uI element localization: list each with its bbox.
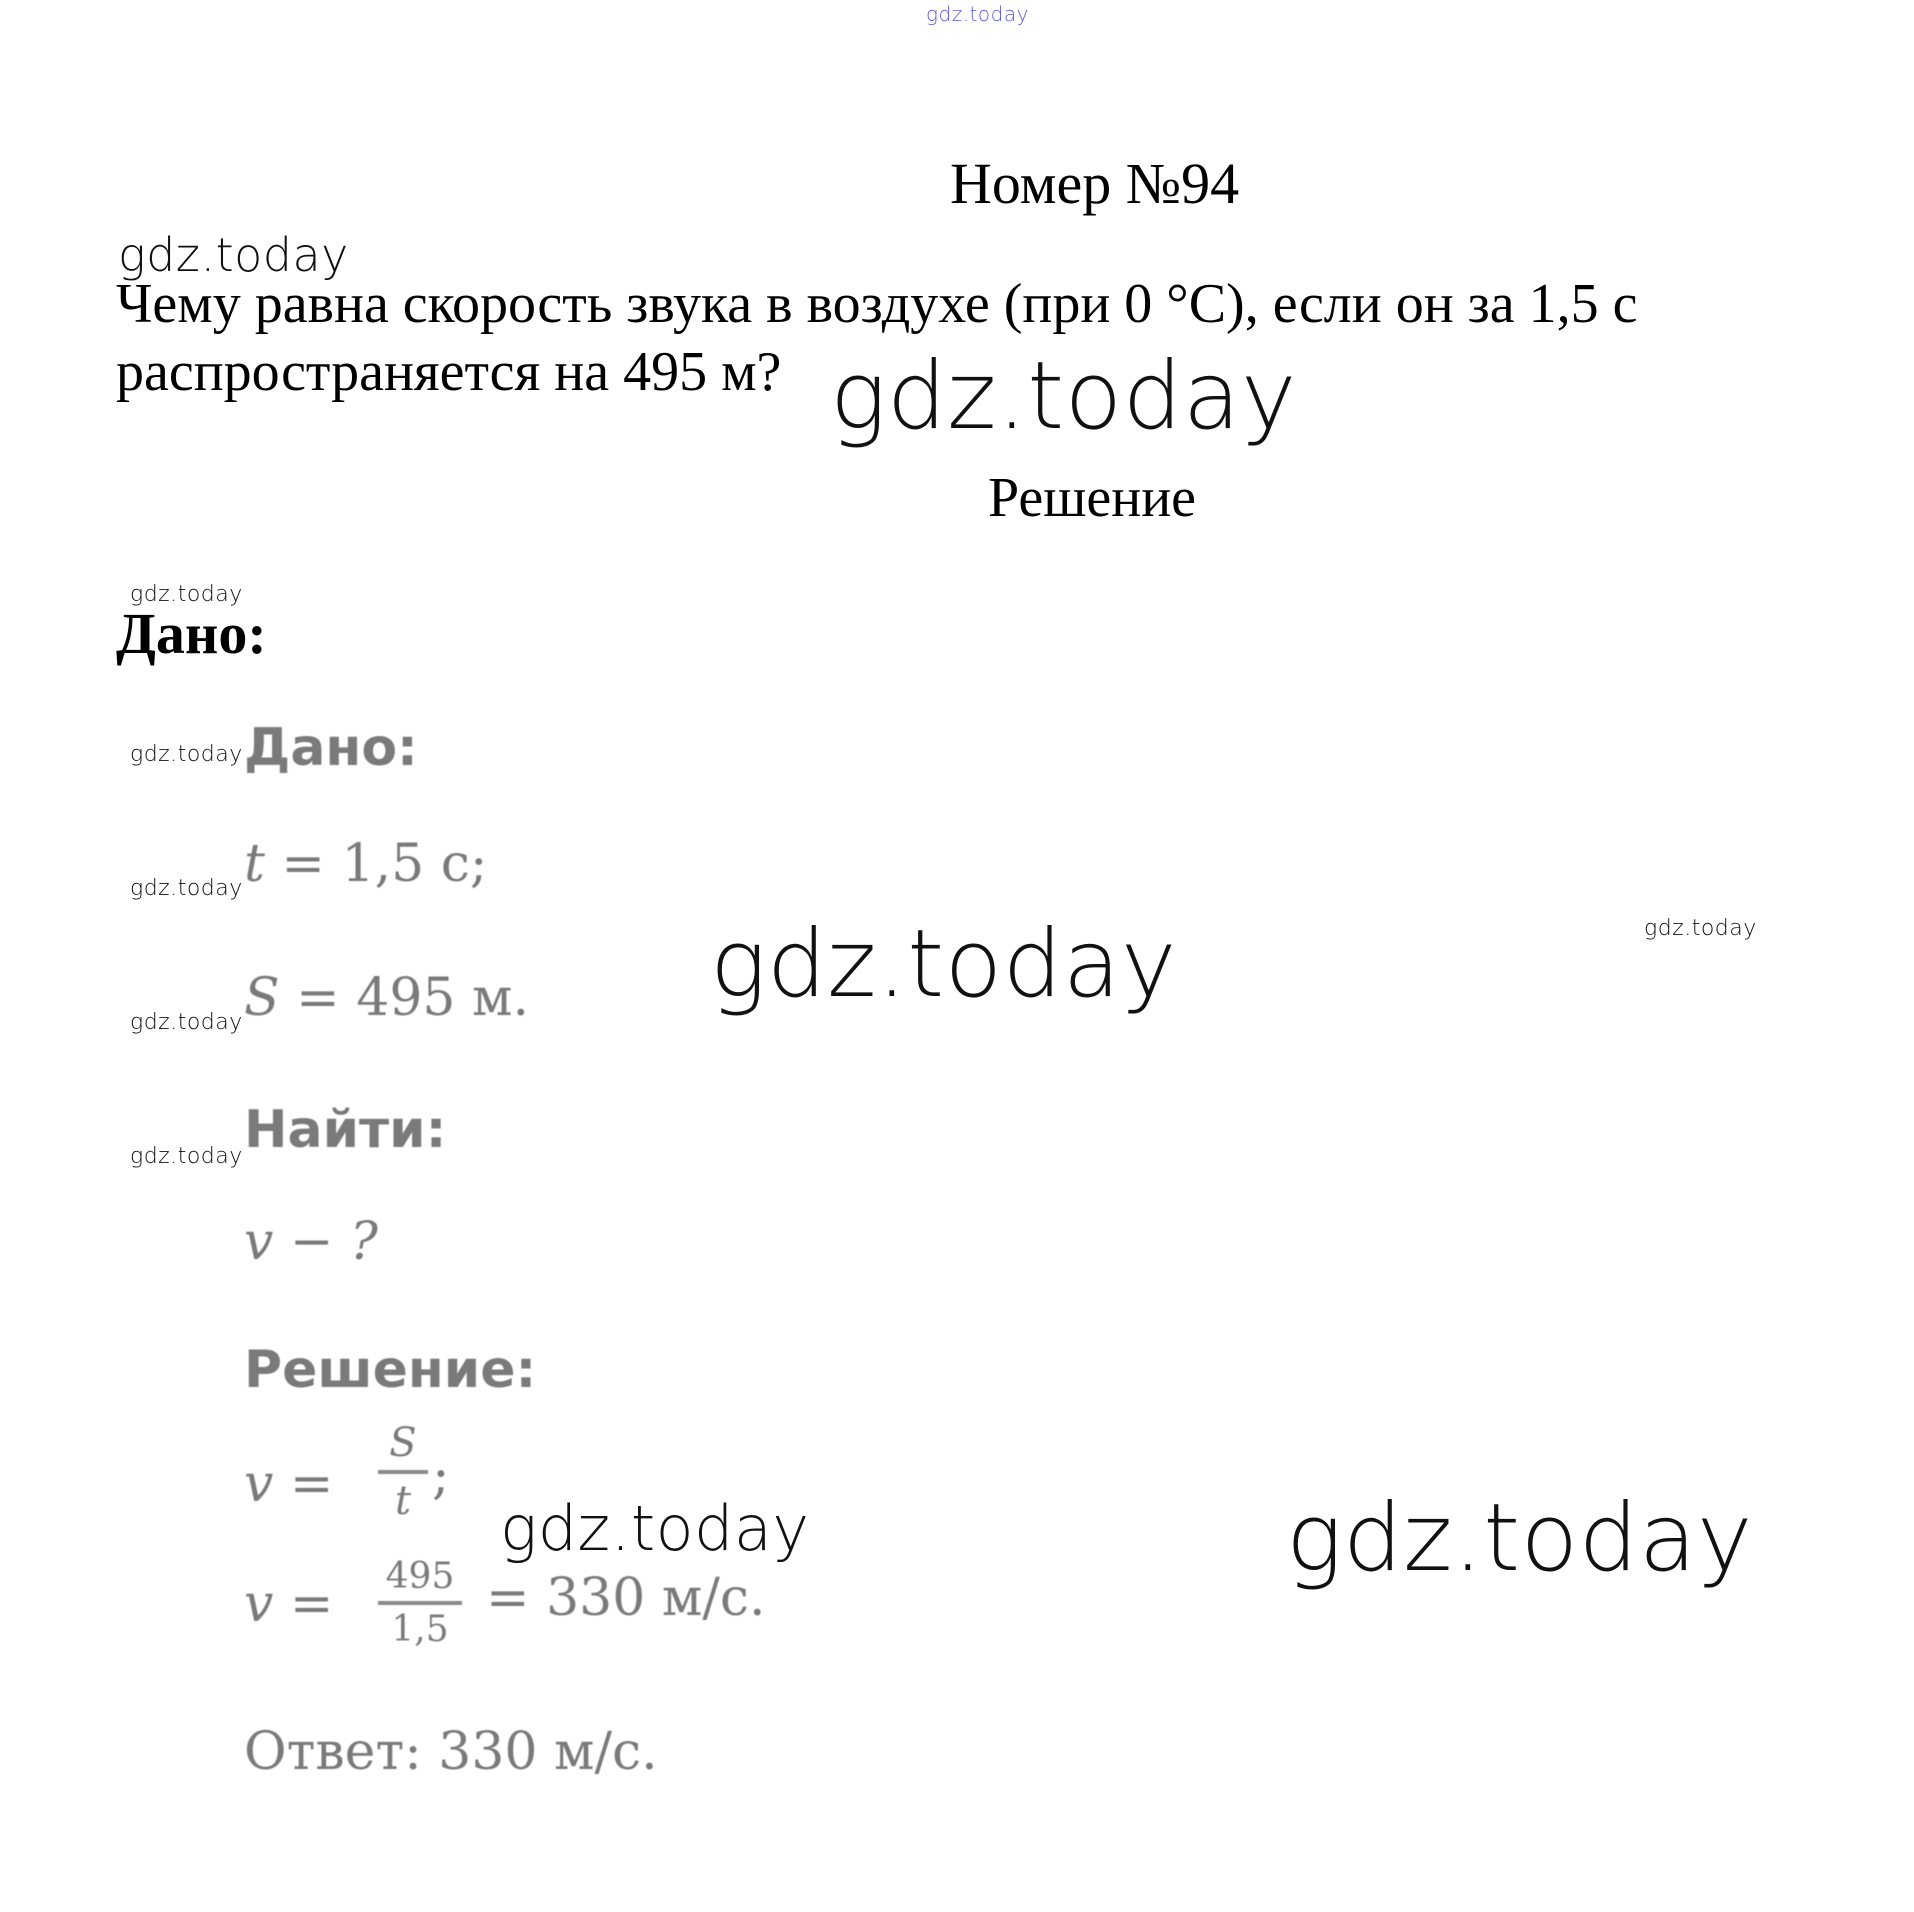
watermark: gdz.today	[1644, 916, 1757, 941]
fraction-bar	[378, 1470, 428, 1474]
watermark-top: gdz.today	[926, 2, 1029, 26]
watermark: gdz.today	[130, 742, 243, 767]
watermark: gdz.today	[130, 1010, 243, 1035]
scan-formula-tail: ;	[432, 1446, 450, 1506]
watermark: gdz.today	[1286, 1484, 1754, 1593]
scan-t-rest: = 1,5 с;	[264, 834, 488, 894]
problem-text-line-2: распространяется на 495 м?	[116, 341, 782, 403]
scan-given-label: Дано:	[244, 718, 418, 778]
scan-formula-lhs: v =	[244, 1454, 334, 1514]
problem-title: Номер №94	[950, 151, 1240, 216]
scan-formula-num: S	[389, 1420, 417, 1466]
watermark: gdz.today	[500, 1492, 810, 1565]
given-heading: Дано:	[116, 601, 267, 666]
watermark: gdz.today	[830, 342, 1298, 451]
watermark: gdz.today	[130, 876, 243, 901]
scan-calc-lhs: v =	[244, 1574, 334, 1634]
scan-answer: Ответ: 330 м/с.	[244, 1722, 658, 1782]
scan-calc-result: = 330 м/с.	[486, 1568, 766, 1628]
scan-s-rest: = 495 м.	[279, 968, 530, 1028]
scan-t-var: t	[244, 834, 265, 894]
watermark: gdz.today	[130, 582, 243, 607]
problem-text-line-1: Чему равна скорость звука в воздухе (при 0 °С), если он за 1,5 с	[116, 273, 1638, 335]
scan-formula-den: t	[394, 1478, 412, 1524]
scan-t-line	[244, 834, 487, 894]
scan-find-label: Найти:	[244, 1100, 447, 1160]
watermark: gdz.today	[130, 1144, 243, 1169]
scan-formula-fraction	[378, 1420, 428, 1524]
solution-heading: Решение	[988, 467, 1197, 529]
fraction-bar	[378, 1601, 462, 1605]
watermark: gdz.today	[710, 910, 1178, 1019]
scan-solution-label: Решение:	[244, 1340, 537, 1400]
scan-s-line	[244, 968, 529, 1028]
scan-calc-den: 1,5	[391, 1609, 449, 1650]
watermark: gdz.today	[118, 228, 349, 282]
scan-v-unknown: v − ?	[244, 1212, 378, 1272]
scan-s-var: S	[244, 968, 280, 1028]
scan-calc-fraction	[378, 1556, 462, 1650]
scan-calc-num: 495	[385, 1556, 455, 1597]
